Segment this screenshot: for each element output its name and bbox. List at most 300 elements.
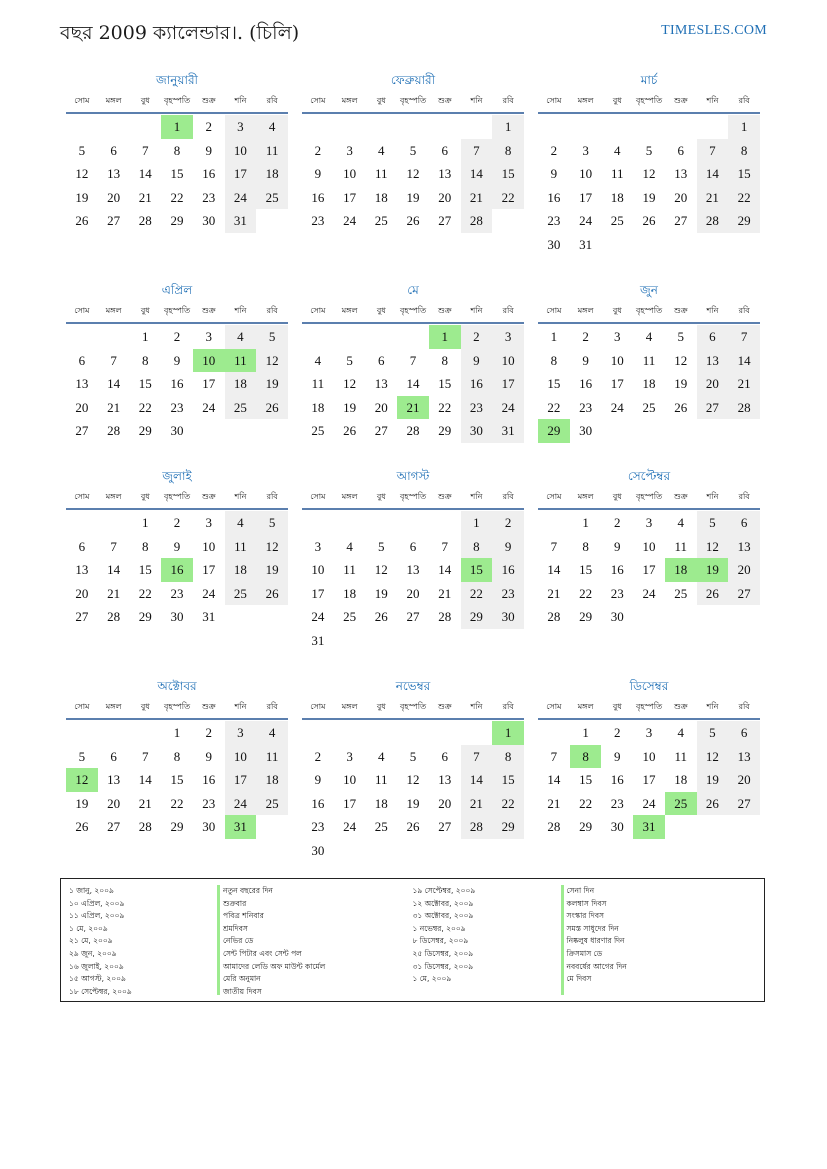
site-logo[interactable]: TIMESLES.COM bbox=[661, 23, 767, 38]
day-cell[interactable]: 17 bbox=[579, 189, 593, 205]
day-cell[interactable]: 4 bbox=[314, 352, 322, 368]
day-cell[interactable]: 15 bbox=[728, 162, 760, 186]
day-cell[interactable]: 13 bbox=[438, 772, 452, 787]
day-cell[interactable]: 15 bbox=[170, 166, 184, 181]
day-cell[interactable]: 3 bbox=[314, 538, 322, 554]
day-cell[interactable]: 30 bbox=[492, 605, 524, 629]
day-cell[interactable]: 6 bbox=[78, 352, 86, 368]
day-cell[interactable]: 22 bbox=[492, 792, 524, 816]
day-cell[interactable]: 10 bbox=[202, 538, 216, 554]
day-cell[interactable]: 16 bbox=[579, 376, 593, 391]
day-cell[interactable]: 1 bbox=[142, 329, 149, 344]
day-cell[interactable]: 23 bbox=[461, 396, 493, 420]
day-cell[interactable]: 24 bbox=[579, 213, 593, 228]
day-cell[interactable]: 23 bbox=[202, 189, 216, 205]
day-cell[interactable]: 26 bbox=[343, 423, 357, 438]
day-cell[interactable]: 9 bbox=[614, 538, 621, 554]
day-cell[interactable]: 27 bbox=[728, 582, 760, 606]
day-cell[interactable]: 26 bbox=[697, 792, 729, 816]
day-cell[interactable]: 1 bbox=[161, 115, 193, 139]
day-cell[interactable]: 1 bbox=[492, 115, 524, 139]
day-cell[interactable]: 17 bbox=[225, 768, 257, 792]
day-cell[interactable]: 15 bbox=[461, 558, 493, 582]
day-cell[interactable]: 31 bbox=[633, 815, 665, 839]
day-cell[interactable]: 4 bbox=[256, 115, 288, 139]
day-cell[interactable]: 22 bbox=[138, 585, 152, 601]
day-cell[interactable]: 27 bbox=[438, 213, 452, 228]
day-cell[interactable]: 21 bbox=[397, 396, 429, 420]
day-cell[interactable]: 19 bbox=[674, 376, 688, 391]
day-cell[interactable]: 2 bbox=[461, 325, 493, 349]
day-cell[interactable]: 4 bbox=[645, 329, 653, 344]
day-cell[interactable]: 4 bbox=[378, 748, 385, 764]
day-cell[interactable]: 22 bbox=[170, 189, 184, 205]
day-cell[interactable]: 13 bbox=[438, 166, 452, 181]
day-cell[interactable]: 10 bbox=[311, 562, 325, 577]
day-cell[interactable]: 23 bbox=[170, 585, 184, 601]
day-cell[interactable]: 8 bbox=[728, 139, 760, 163]
day-cell[interactable]: 29 bbox=[579, 819, 593, 834]
day-cell[interactable]: 6 bbox=[78, 538, 86, 554]
day-cell[interactable]: 4 bbox=[614, 142, 621, 158]
day-cell[interactable]: 19 bbox=[75, 189, 89, 205]
day-cell[interactable]: 7 bbox=[728, 325, 760, 349]
day-cell[interactable]: 13 bbox=[728, 535, 760, 559]
day-cell[interactable]: 20 bbox=[374, 399, 388, 415]
day-cell[interactable]: 18 bbox=[225, 372, 257, 396]
day-cell[interactable]: 26 bbox=[75, 213, 89, 228]
day-cell[interactable]: 8 bbox=[441, 352, 448, 368]
day-cell[interactable]: 25 bbox=[665, 792, 697, 816]
day-cell[interactable]: 19 bbox=[406, 189, 420, 205]
day-cell[interactable]: 20 bbox=[728, 768, 760, 792]
day-cell[interactable]: 3 bbox=[205, 515, 212, 530]
day-cell[interactable]: 31 bbox=[225, 209, 257, 233]
day-cell[interactable]: 30 bbox=[610, 819, 624, 834]
day-cell[interactable]: 7 bbox=[550, 748, 558, 764]
day-cell[interactable]: 28 bbox=[438, 609, 452, 624]
day-cell[interactable]: 6 bbox=[697, 325, 729, 349]
day-cell[interactable]: 11 bbox=[674, 748, 687, 764]
day-cell[interactable]: 15 bbox=[170, 772, 184, 787]
day-cell[interactable]: 9 bbox=[314, 772, 322, 787]
day-cell[interactable]: 22 bbox=[170, 795, 184, 811]
day-cell[interactable]: 17 bbox=[311, 585, 325, 601]
day-cell[interactable]: 28 bbox=[461, 815, 493, 839]
day-cell[interactable]: 29 bbox=[170, 213, 184, 228]
day-cell[interactable]: 8 bbox=[492, 139, 524, 163]
day-cell[interactable]: 23 bbox=[311, 213, 325, 228]
day-cell[interactable]: 29 bbox=[138, 609, 152, 624]
day-cell[interactable]: 31 bbox=[225, 815, 257, 839]
day-cell[interactable]: 5 bbox=[697, 511, 729, 535]
day-cell[interactable]: 25 bbox=[225, 396, 257, 420]
day-cell[interactable]: 3 bbox=[205, 329, 212, 344]
day-cell[interactable]: 28 bbox=[406, 423, 420, 438]
day-cell[interactable]: 3 bbox=[645, 515, 653, 530]
day-cell[interactable]: 9 bbox=[205, 142, 212, 158]
day-cell[interactable]: 3 bbox=[582, 142, 589, 158]
day-cell[interactable]: 11 bbox=[642, 352, 656, 368]
day-cell[interactable]: 25 bbox=[256, 792, 288, 816]
day-cell[interactable]: 29 bbox=[492, 815, 524, 839]
day-cell[interactable]: 27 bbox=[374, 423, 388, 438]
day-cell[interactable]: 10 bbox=[642, 538, 656, 554]
day-cell[interactable]: 21 bbox=[438, 585, 452, 601]
day-cell[interactable]: 1 bbox=[173, 725, 181, 740]
day-cell[interactable]: 24 bbox=[642, 795, 656, 811]
day-cell[interactable]: 8 bbox=[142, 538, 149, 554]
day-cell[interactable]: 29 bbox=[461, 605, 493, 629]
day-cell[interactable]: 2 bbox=[205, 725, 212, 740]
day-cell[interactable]: 4 bbox=[256, 721, 288, 745]
day-cell[interactable]: 15 bbox=[579, 562, 593, 577]
day-cell[interactable]: 15 bbox=[438, 376, 452, 391]
day-cell[interactable]: 18 bbox=[665, 558, 697, 582]
day-cell[interactable]: 6 bbox=[677, 142, 684, 158]
day-cell[interactable]: 6 bbox=[378, 352, 385, 368]
day-cell[interactable]: 21 bbox=[728, 372, 760, 396]
day-cell[interactable]: 9 bbox=[614, 748, 621, 764]
day-cell[interactable]: 8 bbox=[492, 745, 524, 769]
day-cell[interactable]: 26 bbox=[75, 819, 89, 834]
day-cell[interactable]: 14 bbox=[138, 166, 152, 181]
day-cell[interactable]: 13 bbox=[107, 772, 121, 787]
day-cell[interactable]: 18 bbox=[343, 585, 357, 601]
day-cell[interactable]: 5 bbox=[256, 325, 288, 349]
day-cell[interactable]: 22 bbox=[579, 795, 593, 811]
day-cell[interactable]: 14 bbox=[406, 376, 420, 391]
day-cell[interactable]: 31 bbox=[579, 236, 593, 252]
day-cell[interactable]: 27 bbox=[728, 792, 760, 816]
day-cell[interactable]: 11 bbox=[674, 538, 687, 554]
day-cell[interactable]: 5 bbox=[409, 748, 417, 764]
day-cell[interactable]: 8 bbox=[461, 535, 493, 559]
day-cell[interactable]: 16 bbox=[202, 166, 216, 181]
day-cell[interactable]: 13 bbox=[406, 562, 420, 577]
day-cell[interactable]: 1 bbox=[582, 725, 589, 740]
day-cell[interactable]: 13 bbox=[728, 745, 760, 769]
day-cell[interactable]: 24 bbox=[642, 585, 656, 601]
day-cell[interactable]: 22 bbox=[579, 585, 593, 601]
day-cell[interactable]: 9 bbox=[582, 352, 589, 368]
day-cell[interactable]: 24 bbox=[202, 585, 216, 601]
day-cell[interactable]: 7 bbox=[409, 352, 417, 368]
day-cell[interactable]: 5 bbox=[78, 142, 86, 158]
day-cell[interactable]: 24 bbox=[311, 609, 325, 624]
day-cell[interactable]: 15 bbox=[547, 376, 561, 391]
day-cell[interactable]: 20 bbox=[697, 372, 729, 396]
day-cell[interactable]: 11 bbox=[611, 166, 624, 181]
day-cell[interactable]: 5 bbox=[645, 142, 653, 158]
day-cell[interactable]: 11 bbox=[225, 535, 257, 559]
day-cell[interactable]: 27 bbox=[674, 213, 688, 228]
day-cell[interactable]: 28 bbox=[547, 819, 561, 834]
day-cell[interactable]: 25 bbox=[256, 186, 288, 210]
day-cell[interactable]: 22 bbox=[461, 582, 493, 606]
day-cell[interactable]: 11 bbox=[343, 562, 356, 577]
day-cell[interactable]: 24 bbox=[225, 792, 257, 816]
day-cell[interactable]: 31 bbox=[202, 609, 216, 624]
day-cell[interactable]: 20 bbox=[438, 795, 452, 811]
day-cell[interactable]: 20 bbox=[728, 558, 760, 582]
day-cell[interactable]: 31 bbox=[311, 632, 325, 648]
day-cell[interactable]: 28 bbox=[138, 213, 152, 228]
day-cell[interactable]: 14 bbox=[728, 349, 760, 373]
day-cell[interactable]: 10 bbox=[579, 166, 593, 181]
day-cell[interactable]: 1 bbox=[582, 515, 589, 530]
day-cell[interactable]: 2 bbox=[205, 119, 212, 134]
day-cell[interactable]: 23 bbox=[610, 795, 624, 811]
day-cell[interactable]: 5 bbox=[677, 329, 684, 344]
day-cell[interactable]: 22 bbox=[492, 186, 524, 210]
day-cell[interactable]: 16 bbox=[311, 795, 325, 811]
day-cell[interactable]: 29 bbox=[170, 819, 184, 834]
day-cell[interactable]: 5 bbox=[256, 511, 288, 535]
day-cell[interactable]: 12 bbox=[256, 535, 288, 559]
day-cell[interactable]: 10 bbox=[642, 748, 656, 764]
day-cell[interactable]: 9 bbox=[314, 166, 322, 181]
day-cell[interactable]: 17 bbox=[202, 376, 216, 391]
day-cell[interactable]: 17 bbox=[343, 189, 357, 205]
day-cell[interactable]: 11 bbox=[225, 349, 257, 373]
day-cell[interactable]: 22 bbox=[547, 399, 561, 415]
day-cell[interactable]: 11 bbox=[311, 376, 325, 391]
day-cell[interactable]: 28 bbox=[697, 209, 729, 233]
day-cell[interactable]: 24 bbox=[610, 399, 624, 415]
day-cell[interactable]: 13 bbox=[75, 376, 89, 391]
day-cell[interactable]: 16 bbox=[170, 376, 184, 391]
day-cell[interactable]: 7 bbox=[110, 352, 117, 368]
day-cell[interactable]: 17 bbox=[225, 162, 257, 186]
day-cell[interactable]: 12 bbox=[374, 562, 388, 577]
day-cell[interactable]: 1 bbox=[142, 515, 149, 530]
day-cell[interactable]: 13 bbox=[374, 376, 388, 391]
day-cell[interactable]: 3 bbox=[614, 329, 621, 344]
day-cell[interactable]: 12 bbox=[406, 772, 420, 787]
day-cell[interactable]: 1 bbox=[550, 329, 558, 344]
day-cell[interactable]: 9 bbox=[205, 748, 212, 764]
day-cell[interactable]: 2 bbox=[614, 725, 621, 740]
day-cell[interactable]: 27 bbox=[697, 396, 729, 420]
day-cell[interactable]: 25 bbox=[374, 819, 388, 834]
day-cell[interactable]: 12 bbox=[66, 768, 98, 792]
day-cell[interactable]: 25 bbox=[642, 399, 656, 415]
day-cell[interactable]: 16 bbox=[547, 189, 561, 205]
day-cell[interactable]: 4 bbox=[225, 325, 257, 349]
day-cell[interactable]: 21 bbox=[138, 795, 152, 811]
day-cell[interactable]: 28 bbox=[138, 819, 152, 834]
day-cell[interactable]: 16 bbox=[461, 372, 493, 396]
day-cell[interactable]: 29 bbox=[728, 209, 760, 233]
day-cell[interactable]: 9 bbox=[550, 166, 558, 181]
day-cell[interactable]: 23 bbox=[547, 213, 561, 228]
day-cell[interactable]: 25 bbox=[311, 423, 325, 438]
day-cell[interactable]: 19 bbox=[256, 372, 288, 396]
day-cell[interactable]: 1 bbox=[461, 511, 493, 535]
day-cell[interactable]: 8 bbox=[582, 538, 589, 554]
day-cell[interactable]: 14 bbox=[461, 162, 493, 186]
day-cell[interactable]: 14 bbox=[697, 162, 729, 186]
day-cell[interactable]: 24 bbox=[343, 213, 357, 228]
day-cell[interactable]: 12 bbox=[674, 352, 688, 368]
day-cell[interactable]: 26 bbox=[674, 399, 688, 415]
day-cell[interactable]: 22 bbox=[438, 399, 452, 415]
day-cell[interactable]: 12 bbox=[256, 349, 288, 373]
day-cell[interactable]: 2 bbox=[582, 329, 589, 344]
day-cell[interactable]: 7 bbox=[461, 745, 493, 769]
day-cell[interactable]: 18 bbox=[642, 376, 656, 391]
day-cell[interactable]: 27 bbox=[438, 819, 452, 834]
day-cell[interactable]: 18 bbox=[256, 162, 288, 186]
day-cell[interactable]: 25 bbox=[374, 213, 388, 228]
day-cell[interactable]: 30 bbox=[202, 213, 216, 228]
day-cell[interactable]: 16 bbox=[311, 189, 325, 205]
day-cell[interactable]: 16 bbox=[202, 772, 216, 787]
day-cell[interactable]: 21 bbox=[461, 792, 493, 816]
day-cell[interactable]: 27 bbox=[406, 609, 420, 624]
day-cell[interactable]: 24 bbox=[343, 819, 357, 834]
day-cell[interactable]: 9 bbox=[173, 352, 181, 368]
day-cell[interactable]: 30 bbox=[461, 419, 493, 443]
day-cell[interactable]: 9 bbox=[461, 349, 493, 373]
day-cell[interactable]: 17 bbox=[343, 795, 357, 811]
day-cell[interactable]: 18 bbox=[610, 189, 624, 205]
day-cell[interactable]: 26 bbox=[406, 213, 420, 228]
day-cell[interactable]: 12 bbox=[697, 535, 729, 559]
day-cell[interactable]: 8 bbox=[142, 352, 149, 368]
day-cell[interactable]: 6 bbox=[728, 721, 760, 745]
day-cell[interactable]: 10 bbox=[343, 772, 357, 787]
day-cell[interactable]: 14 bbox=[438, 562, 452, 577]
day-cell[interactable]: 3 bbox=[225, 721, 257, 745]
day-cell[interactable]: 26 bbox=[642, 213, 656, 228]
day-cell[interactable]: 21 bbox=[138, 189, 152, 205]
day-cell[interactable]: 25 bbox=[674, 585, 688, 601]
day-cell[interactable]: 23 bbox=[610, 585, 624, 601]
day-cell[interactable]: 14 bbox=[107, 376, 121, 391]
day-cell[interactable]: 21 bbox=[107, 399, 121, 415]
day-cell[interactable]: 20 bbox=[438, 189, 452, 205]
day-cell[interactable]: 28 bbox=[107, 609, 121, 624]
day-cell[interactable]: 17 bbox=[202, 562, 216, 577]
day-cell[interactable]: 2 bbox=[173, 329, 181, 344]
day-cell[interactable]: 17 bbox=[610, 376, 624, 391]
day-cell[interactable]: 16 bbox=[492, 558, 524, 582]
day-cell[interactable]: 2 bbox=[614, 515, 621, 530]
day-cell[interactable]: 15 bbox=[138, 376, 152, 391]
day-cell[interactable]: 27 bbox=[107, 819, 121, 834]
day-cell[interactable]: 28 bbox=[728, 396, 760, 420]
day-cell[interactable]: 8 bbox=[173, 142, 181, 158]
day-cell[interactable]: 29 bbox=[579, 609, 593, 624]
day-cell[interactable]: 6 bbox=[110, 748, 117, 764]
day-cell[interactable]: 7 bbox=[110, 538, 117, 554]
day-cell[interactable]: 3 bbox=[346, 748, 353, 764]
day-cell[interactable]: 21 bbox=[107, 585, 121, 601]
day-cell[interactable]: 26 bbox=[697, 582, 729, 606]
day-cell[interactable]: 25 bbox=[610, 213, 624, 228]
day-cell[interactable]: 30 bbox=[311, 842, 325, 858]
day-cell[interactable]: 11 bbox=[256, 745, 288, 769]
day-cell[interactable]: 2 bbox=[314, 142, 322, 158]
day-cell[interactable]: 19 bbox=[256, 558, 288, 582]
day-cell[interactable]: 6 bbox=[728, 511, 760, 535]
day-cell[interactable]: 7 bbox=[441, 538, 448, 554]
day-cell[interactable]: 12 bbox=[697, 745, 729, 769]
day-cell[interactable]: 20 bbox=[674, 189, 688, 205]
day-cell[interactable]: 7 bbox=[142, 142, 149, 158]
day-cell[interactable]: 14 bbox=[547, 562, 561, 577]
day-cell[interactable]: 18 bbox=[374, 795, 388, 811]
day-cell[interactable]: 26 bbox=[374, 609, 388, 624]
day-cell[interactable]: 26 bbox=[256, 396, 288, 420]
day-cell[interactable]: 26 bbox=[256, 582, 288, 606]
day-cell[interactable]: 24 bbox=[202, 399, 216, 415]
day-cell[interactable]: 22 bbox=[138, 399, 152, 415]
day-cell[interactable]: 19 bbox=[343, 399, 357, 415]
day-cell[interactable]: 31 bbox=[492, 419, 524, 443]
day-cell[interactable]: 12 bbox=[642, 166, 656, 181]
day-cell[interactable]: 10 bbox=[610, 352, 624, 368]
day-cell[interactable]: 7 bbox=[697, 139, 729, 163]
day-cell[interactable]: 16 bbox=[161, 558, 193, 582]
day-cell[interactable]: 15 bbox=[492, 768, 524, 792]
day-cell[interactable]: 3 bbox=[346, 142, 353, 158]
day-cell[interactable]: 30 bbox=[610, 609, 624, 624]
day-cell[interactable]: 16 bbox=[610, 772, 624, 787]
day-cell[interactable]: 18 bbox=[311, 399, 325, 415]
day-cell[interactable]: 4 bbox=[677, 515, 684, 530]
day-cell[interactable]: 28 bbox=[461, 209, 493, 233]
day-cell[interactable]: 29 bbox=[438, 423, 452, 438]
day-cell[interactable]: 20 bbox=[406, 585, 420, 601]
day-cell[interactable]: 18 bbox=[374, 189, 388, 205]
day-cell[interactable]: 18 bbox=[256, 768, 288, 792]
day-cell[interactable]: 2 bbox=[314, 748, 322, 764]
day-cell[interactable]: 7 bbox=[550, 538, 558, 554]
day-cell[interactable]: 2 bbox=[173, 515, 181, 530]
day-cell[interactable]: 21 bbox=[461, 186, 493, 210]
day-cell[interactable]: 23 bbox=[202, 795, 216, 811]
day-cell[interactable]: 20 bbox=[75, 585, 89, 601]
day-cell[interactable]: 24 bbox=[492, 396, 524, 420]
day-cell[interactable]: 14 bbox=[461, 768, 493, 792]
day-cell[interactable]: 15 bbox=[579, 772, 593, 787]
day-cell[interactable]: 27 bbox=[75, 609, 89, 624]
day-cell[interactable]: 10 bbox=[492, 349, 524, 373]
day-cell[interactable]: 30 bbox=[579, 423, 593, 438]
day-cell[interactable]: 25 bbox=[343, 609, 357, 624]
day-cell[interactable]: 6 bbox=[409, 538, 417, 554]
day-cell[interactable]: 13 bbox=[674, 166, 688, 181]
day-cell[interactable]: 17 bbox=[642, 562, 656, 577]
day-cell[interactable]: 20 bbox=[107, 189, 121, 205]
day-cell[interactable]: 30 bbox=[170, 423, 184, 438]
day-cell[interactable]: 13 bbox=[75, 562, 89, 577]
day-cell[interactable]: 11 bbox=[375, 166, 388, 181]
day-cell[interactable]: 4 bbox=[346, 538, 353, 554]
day-cell[interactable]: 12 bbox=[343, 376, 357, 391]
day-cell[interactable]: 30 bbox=[202, 819, 216, 834]
day-cell[interactable]: 30 bbox=[170, 609, 184, 624]
day-cell[interactable]: 19 bbox=[642, 189, 656, 205]
day-cell[interactable]: 12 bbox=[75, 166, 89, 181]
day-cell[interactable]: 29 bbox=[138, 423, 152, 438]
day-cell[interactable]: 5 bbox=[409, 142, 417, 158]
day-cell[interactable]: 13 bbox=[107, 166, 121, 181]
day-cell[interactable]: 28 bbox=[547, 609, 561, 624]
